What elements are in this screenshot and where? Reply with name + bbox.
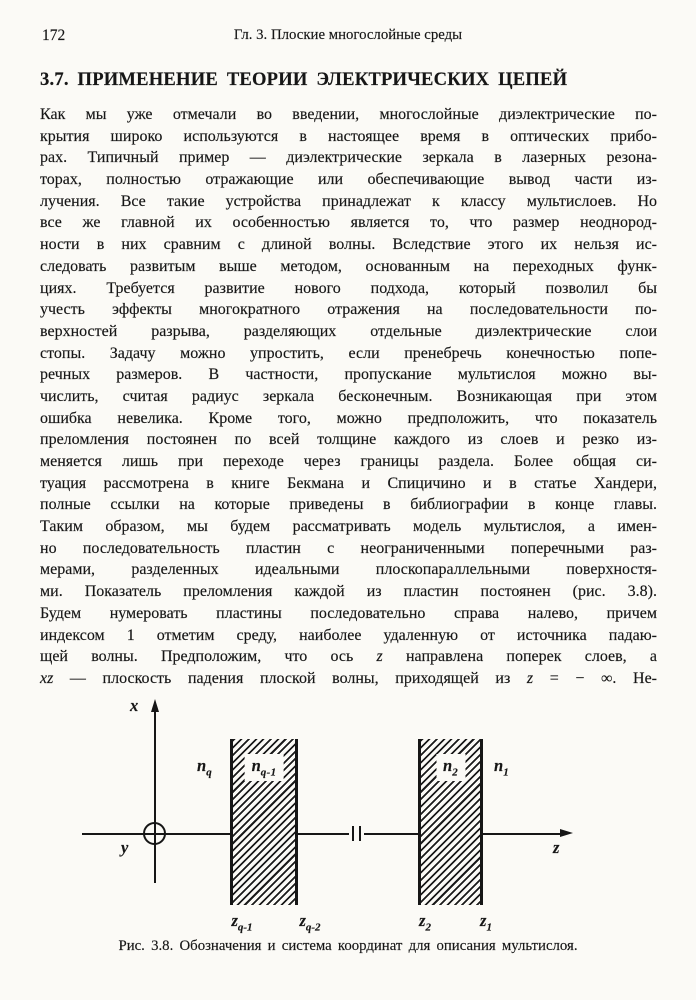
body-line: стопы. Задачу можно упростить, если пренебречь конечностью попе- [40, 344, 657, 362]
body-line: учесть эффекты многократного отражения на последовательности по- [40, 301, 657, 319]
slab-left [230, 739, 298, 905]
body-line: но последовательность пластин с неограниченными поперечными раз- [40, 539, 657, 557]
label-z-q-minus-1: $z_{q-1}$ [231, 910, 253, 933]
body-line: Как мы уже отмечали во введении, многослойные диэлектрические по- [40, 106, 657, 123]
body-line: ности в них сравним с длиной волны. Вследствие этого их нельзя ис- [40, 236, 657, 254]
body-line: Таким образом, мы будем рассматривать модель мультислоя, а имен- [40, 518, 657, 536]
body-line: мерами, разделенных идеальными плоскопараллельными поверхностя- [40, 561, 657, 579]
body-line: xz — плоскость падения плоской волны, приходящей из z = − ∞. Не- [40, 669, 658, 687]
body-line: крытия широко используются в настоящее время в оптических прибо- [40, 127, 657, 145]
body-line: ми. Показатель преломления каждой из пластин постоянен (рис. 3.8). [40, 583, 657, 601]
body-line: следовать развитым выше методом, основанным на переходных функ- [40, 257, 657, 275]
body-line: числить, считая радиус зеркала бесконечным. Возникающая при этом [40, 387, 657, 405]
body-line: торах, полностью отражающие или обеспечивающие вывод части из- [40, 171, 657, 189]
body-line: преломления постоянен по всей толщине каждого из слоев и резко из- [40, 431, 657, 449]
axis-break-tick-right [359, 826, 361, 841]
label-n-q: $n_q$ [197, 755, 212, 778]
body-line: Будем нумеровать пластины последовательно справа налево, причем [40, 604, 657, 622]
figure-caption: Рис. 3.8. Обозначения и система координат для описания мультислоя. [118, 937, 578, 954]
page-header [0, 0, 696, 47]
origin-marker [143, 822, 166, 845]
x-axis-label: x [130, 695, 139, 715]
label-z-q-minus-2: $z_{q-2}$ [299, 910, 321, 933]
body-line: циях. Требуется развитие нового подхода, который позволил бы [40, 279, 657, 297]
axis-break-tick-left [352, 826, 354, 841]
body-line: верхностей разрыва, разделяющих отдельные диэлектрические слои [40, 322, 657, 340]
slab-right [418, 739, 483, 905]
body-line: полные ссылки на которые приведены в библиографии в конце главы. [40, 496, 657, 514]
body-line: индексом 1 отметим среду, наиболее удаленную от источника падаю- [40, 626, 657, 644]
figure-3-8 [0, 695, 696, 936]
body-line: лучения. Все такие устройства принадлежат к классу мультислоев. Но [40, 192, 657, 210]
body-line: ошибка невелика. Кроме того, можно предположить, что показатель [40, 409, 657, 427]
body-line: щей волны. Предположим, что ось z направлена поперек слоев, а [40, 648, 658, 666]
chapter-running-title: Гл. 3. Плоские многослойные среды [233, 27, 463, 43]
section-title: 3.7. ПРИМЕНЕНИЕ ТЕОРИИ ЭЛЕКТРИЧЕСКИХ ЦЕПЕЙ [40, 69, 568, 90]
label-n-1: $n_1$ [494, 755, 509, 778]
label-z-1: $z_1$ [480, 910, 492, 933]
body-text [40, 104, 657, 690]
body-line: туация рассмотрена в книге Бекмана и Спицичино и в статье Хандери, [40, 474, 657, 492]
body-line: речных размеров. В частности, пропускание мультислоя можно вы- [40, 366, 657, 384]
label-z-2: $z_2$ [419, 910, 431, 933]
slab-left-index-label: $n_{q-1}$ [245, 754, 284, 781]
z-axis-arrow-icon [560, 829, 573, 837]
x-axis-line [154, 706, 156, 883]
z-axis-label: z [553, 837, 560, 857]
body-line: все же главной их особенностью является то, что размер неоднород- [40, 214, 657, 232]
body-line: рах. Типичный пример — диэлектрические зеркала в лазерных резона- [40, 149, 657, 167]
x-axis-arrow-icon [151, 699, 159, 712]
y-axis-label: y [121, 837, 129, 857]
slab-right-index-label: $n_2$ [436, 754, 465, 781]
page-number: 172 [42, 27, 66, 44]
body-line: меняется лишь при переходе через границы раздела. Более общая си- [40, 453, 657, 470]
